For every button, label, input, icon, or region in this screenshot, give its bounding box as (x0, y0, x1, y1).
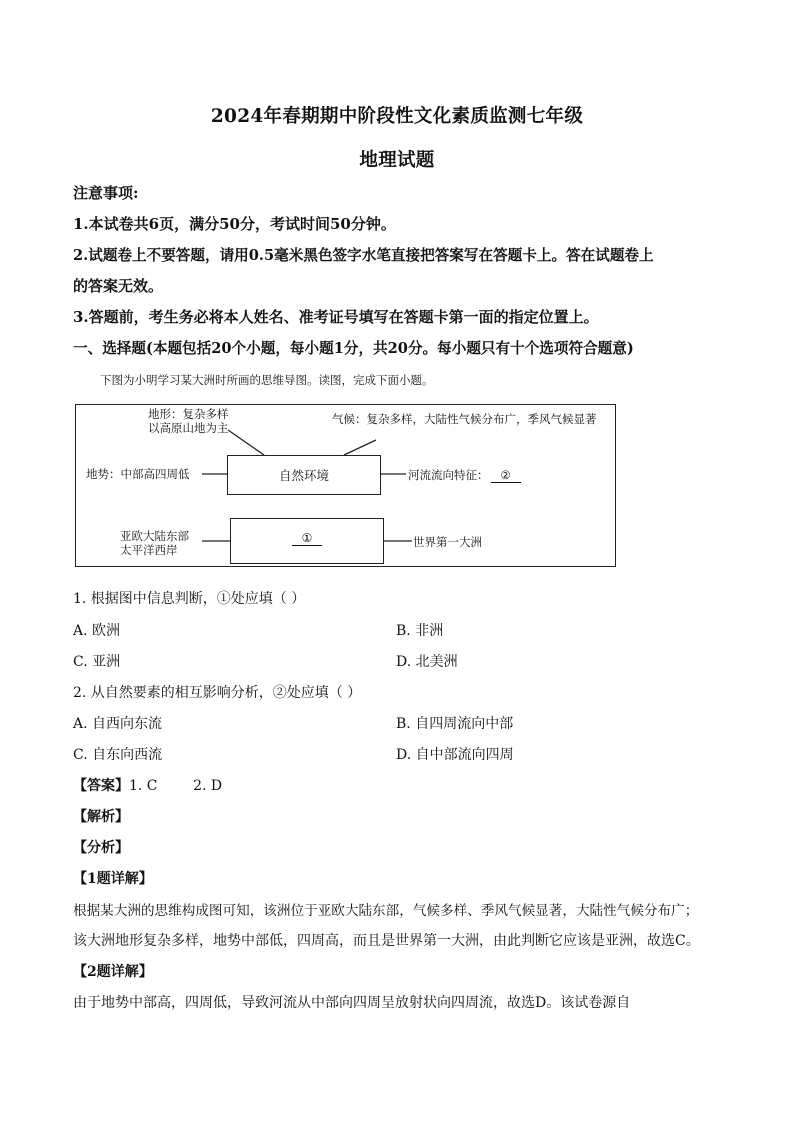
answer-line (73, 775, 222, 795)
question-2-option-b[interactable]: B. 自四周流向中部 (396, 716, 514, 732)
q1-detail-heading: 【1题详解】 (73, 871, 153, 887)
river-label (408, 468, 521, 483)
page-subtitle: 地理试题 (359, 150, 435, 171)
terrain-label-line-1: 地形：复杂多样 (148, 407, 229, 421)
section-intro: 下图为小明学习某大洲时所画的思维导图。读图，完成下面小题。 (100, 373, 434, 387)
q1-detail-line-2: 该大洲地形复杂多样，地势中部低，四周高，而且是世界第一大洲，由此判断它应该是亚洲，故选C。 (73, 933, 700, 949)
answer-label: 【答案】 (73, 778, 129, 794)
section-heading: 一、选择题(本题包括20个小题，每小题1分，共20分。每小题只有十个选项符合题意) (73, 340, 634, 357)
natural-environment-label: 自然环境 (278, 468, 329, 483)
question-2-option-d[interactable]: D. 自中部流向四周 (396, 747, 514, 763)
location-label-line-1: 亚欧大陆东部 (120, 529, 189, 543)
page-title: 2024年春期期中阶段性文化素质监测七年级 (210, 106, 584, 127)
continent-blank: ① (292, 531, 322, 546)
q2-detail-line-1: 由于地势中部高，四周低，导致河流从中部向四周呈放射状向四周流，故选D。该试卷源自 (73, 995, 631, 1011)
location-label-line-2: 太平洋西岸 (120, 543, 178, 557)
mind-map-diagram (75, 404, 616, 567)
natural-environment-box (227, 455, 381, 495)
note-item-2-line-2: 的答案无效。 (73, 277, 164, 295)
question-2-stem: 2. 从自然要素的相互影响分析，②处应填（ ） (73, 685, 362, 701)
note-item-2-line-1: 2.试题卷上不要答题，请用0.5毫米黑色签字水笔直接把答案写在答题卡上。答在试题卷上 (73, 247, 654, 264)
question-1-option-d[interactable]: D. 北美洲 (396, 654, 458, 670)
jiexi-heading: 【解析】 (73, 809, 129, 825)
terrain-label-line-2: 以高原山地为主 (148, 421, 229, 435)
question-1-stem: 1. 根据图中信息判断，①处应填（ ） (73, 591, 306, 607)
slope-label: 地势：中部高四周低 (86, 467, 190, 481)
fenxi-heading: 【分析】 (73, 840, 129, 856)
largest-continent-label: 世界第一大洲 (413, 535, 482, 549)
notes-heading: 注意事项: (73, 184, 139, 202)
note-item-1: 1.本试卷共6页，满分50分，考试时间50分钟。 (73, 215, 396, 233)
q1-detail-line-1: 根据某大洲的思维构成图可知，该洲位于亚欧大陆东部，气候多样、季风气候显著，大陆性气候分布广； (73, 903, 699, 919)
question-2-option-a[interactable]: A. 自西向东流 (73, 716, 163, 732)
climate-label: 气候：复杂多样，大陆性气候分布广，季风气候显著 (332, 412, 597, 426)
question-2-option-c[interactable]: C. 自东向西流 (73, 747, 163, 763)
answer-text: 1. C 2. D (129, 778, 223, 794)
river-label-text: 河流流向特征： (408, 468, 489, 482)
question-1-option-a[interactable]: A. 欧洲 (73, 623, 121, 639)
question-1-option-b[interactable]: B. 非洲 (396, 623, 444, 639)
continent-box (230, 518, 384, 564)
river-blank: ② (491, 468, 521, 483)
q2-detail-heading: 【2题详解】 (73, 964, 153, 980)
question-1-option-c[interactable]: C. 亚洲 (73, 654, 121, 670)
note-item-3: 3.答题前，考生务必将本人姓名、准考证号填写在答题卡第一面的指定位置上。 (73, 308, 599, 326)
